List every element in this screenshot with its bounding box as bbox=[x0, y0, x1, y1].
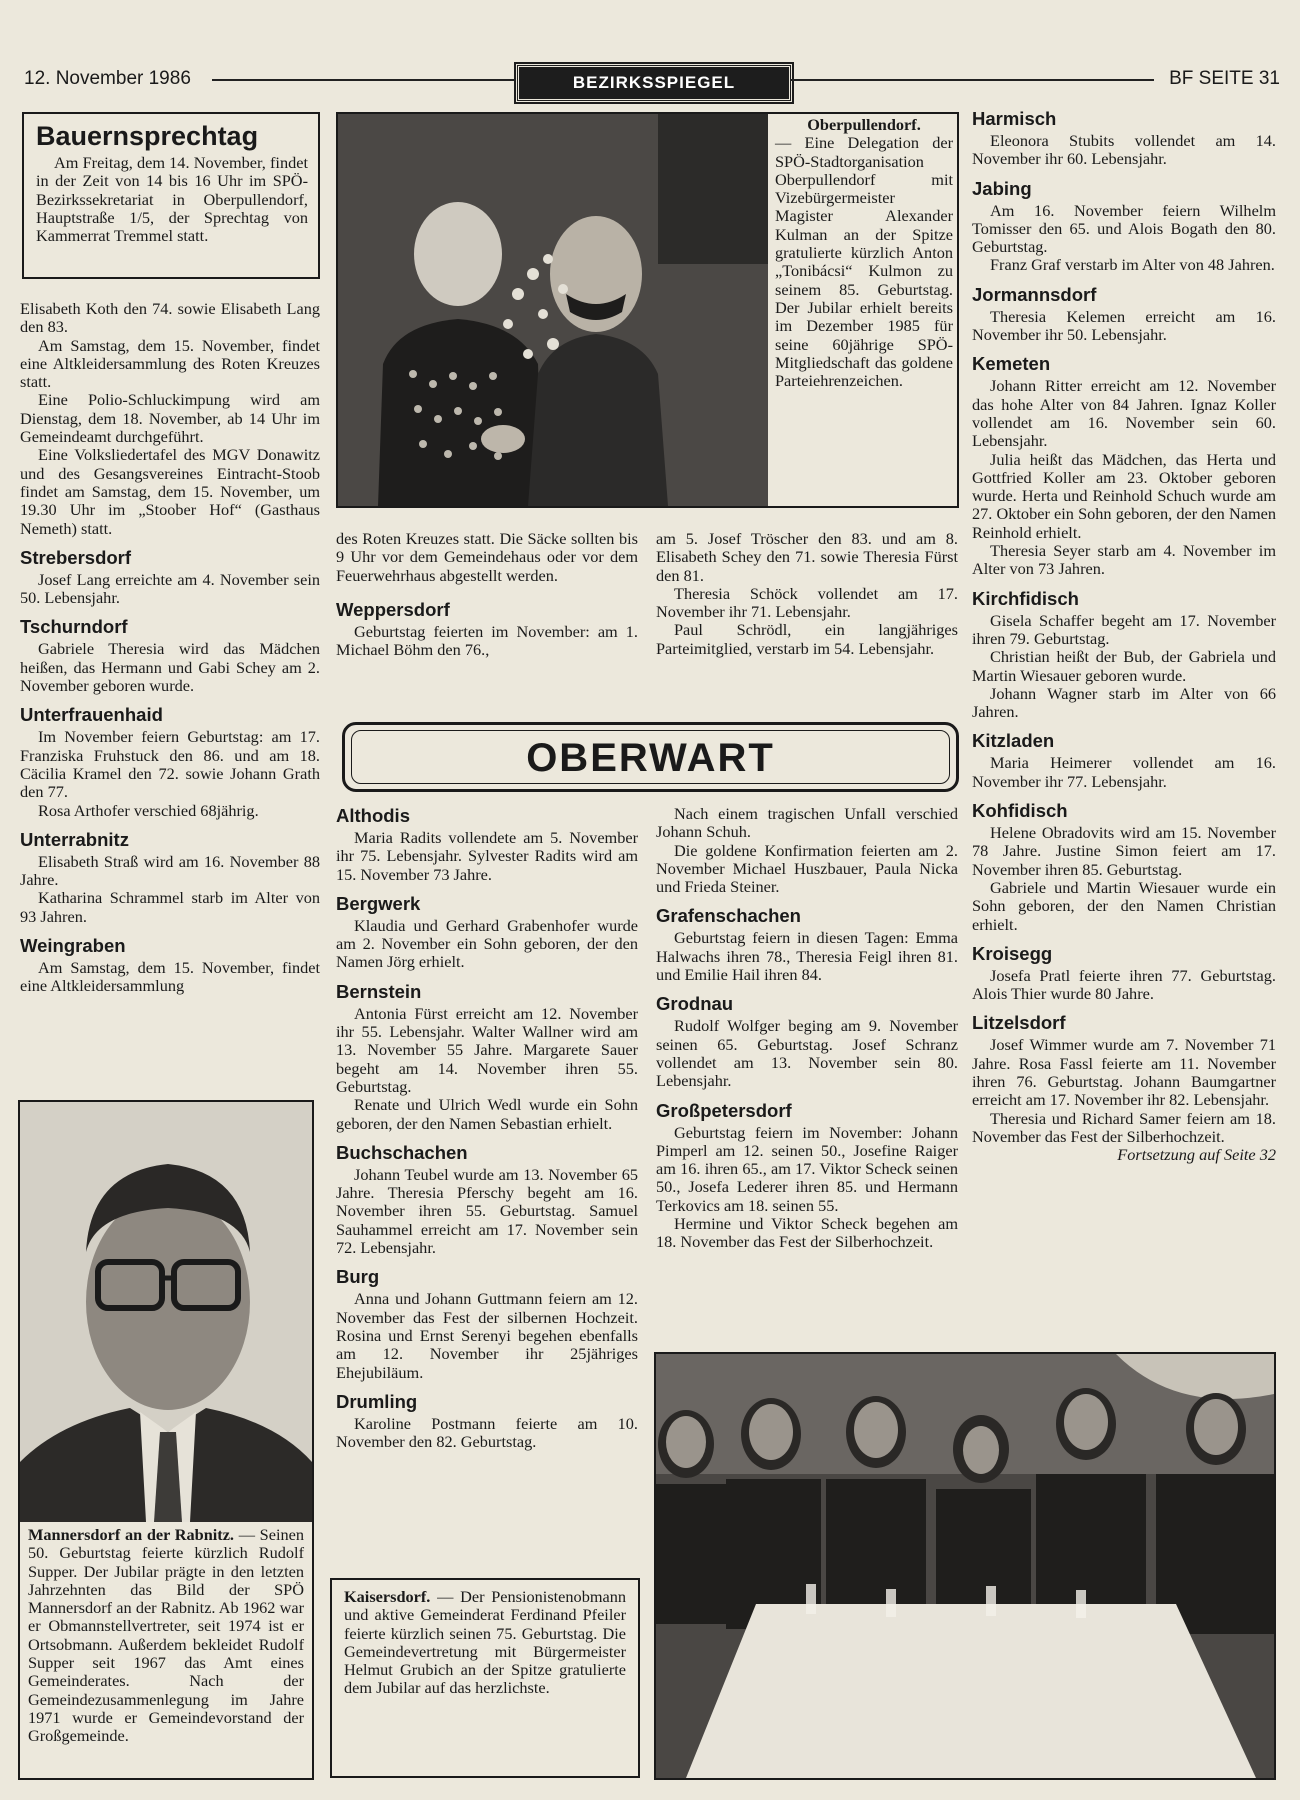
heading-kroisegg: Kroisegg bbox=[972, 942, 1053, 964]
text-buchschachen: Johann Teubel wurde am 13. November 65 Jahre. Theresia Pferschy begeht am 16. November ihren 55. Geburtstag. Samuel Sauhammel erreicht am 17. November sein 72. Lebensjahr. bbox=[336, 1164, 638, 1258]
photo-mannersdorf-caption bbox=[28, 1526, 304, 1746]
heading-jabing: Jabing bbox=[972, 177, 1032, 199]
heading-jormannsdorf: Jormannsdorf bbox=[972, 283, 1097, 305]
heading-bernstein: Bernstein bbox=[336, 980, 422, 1002]
continued-note: Fortsetzung auf Seite 32 bbox=[1117, 1145, 1276, 1165]
text-unterrabnitz-2: Katharina Schrammel starb im Alter von 93 Jahren. bbox=[20, 888, 320, 926]
heading-buchschachen: Buchschachen bbox=[336, 1141, 468, 1163]
heading-kohfidisch: Kohfidisch bbox=[972, 800, 1068, 822]
text-althodis: Maria Radits vollendete am 5. November ihr 75. Lebensjahr. Sylvester Radits wird am 15. November 73 Jahre. bbox=[336, 828, 638, 884]
col2-top-para-1: des Roten Kreuzes statt. Die Säcke sollten bis 9 Uhr vor dem Gemeindehaus oder vor dem Feuerwehrhaus abgestellt werden. bbox=[336, 529, 638, 585]
column-1 bbox=[20, 300, 320, 996]
text-weingraben: Am Samstag, dem 15. November, findet eine Altkleidersammlung bbox=[20, 958, 320, 996]
bauernsprechtag-title: Bauernsprechtag bbox=[36, 121, 259, 151]
section-title: BEZIRKSSPIEGEL bbox=[516, 64, 792, 102]
text-grosspetersdorf-2: Hermine und Viktor Scheck begehen am 18. November das Fest der Silberhochzeit. bbox=[656, 1214, 958, 1252]
text-tschurndorf: Gabriele Theresia wird das Mädchen heißen, das Hermann und Gabi Schey am 2. November geboren wurde. bbox=[20, 639, 320, 696]
text-drumling: Karoline Postmann feierte am 10. November den 82. Geburtstag. bbox=[336, 1413, 638, 1452]
heading-grosspetersdorf: Großpetersdorf bbox=[656, 1099, 792, 1121]
text-grosspetersdorf-1: Geburtstag feiern im November: Johann Pimperl am 12. seinen 50., Josefine Raiger am 16. ihren 65., am 17. Viktor Scheck seinen 50., Josefa Lederer ihren 85. und Hermann Terkovics am 18. seinen 55. bbox=[656, 1122, 958, 1215]
kaisersdorf-title: Kaisersdorf. bbox=[344, 1587, 431, 1606]
text-unterrabnitz-1: Elisabeth Straß wird am 16. November 88 Jahre. bbox=[20, 851, 320, 890]
caption-oberpullendorf-text: — Eine Delegation der SPÖ-Stadtorganisation Oberpullendorf mit Vizebürgermeister Magister Alexander Kulman an der Spitze gratulierte kürzlich Anton „Tonibácsi“ Kulmon zu seinem 85. Geburtstag. Der Jubilar erhielt bereits im Dezember 1985 für seine 60jährige SPÖ-Mitgliedschaft das goldene Parteiehrenzeichen. bbox=[775, 133, 953, 391]
text-bernstein-1: Antonia Fürst erreicht am 12. November ihr 55. Lebensjahr. Walter Wallner wird am 13. November 55 Jahre. Margarete Sauer begeht am 14. November ihren 55. Geburtstag. bbox=[336, 1003, 638, 1096]
heading-harmisch: Harmisch bbox=[972, 108, 1057, 129]
caption-mannersdorf-text: — Seinen 50. Geburtstag feierte kürzlich Rudolf Supper. Der Jubilar prägte in den letzten Jahrzehnten das Bild der SPÖ Mannersdorf an der Rabnitz. Ab 1962 war er Obmannstellvertreter, seit 1974 ist er Ortsobmann. Außerdem bekleidet Rudolf Supper seit 1967 das Amt eines Gemeinderates. Nach der Gemeindezusammenlegung im Jahre 1971 wurde er Gemeindevorstand der Großgemeinde. bbox=[28, 1525, 304, 1746]
heading-kemeten: Kemeten bbox=[972, 353, 1051, 375]
heading-strebersdorf: Strebersdorf bbox=[20, 546, 132, 568]
issue-date: 12. November 1986 bbox=[24, 68, 191, 89]
col3-top-para-1: am 5. Josef Tröscher den 83. und am 8. Elisabeth Schey den 71. sowie Theresia Fürst den 81. bbox=[656, 529, 958, 585]
text-unterfrauenhaid-2: Rosa Arthofer verschied 68jährig. bbox=[38, 800, 259, 820]
col1-para-1: Elisabeth Koth den 74. sowie Elisabeth Lang den 83. bbox=[20, 299, 320, 337]
column-3-top bbox=[656, 530, 958, 658]
photo-kaisersdorf bbox=[656, 1354, 1274, 1778]
col1-para-3: Eine Polio-Schluckimpung wird am Dienstag, dem 18. November, ab 14 Uhr im Gemeindeamt durchgeführt. bbox=[20, 390, 320, 447]
col1-para-2: Am Samstag, dem 15. November, findet eine Altkleidersammlung des Roten Kreuzes statt. bbox=[20, 335, 320, 392]
oberwart-banner bbox=[342, 722, 959, 792]
bauernsprechtag-box bbox=[22, 112, 320, 279]
heading-althodis: Althodis bbox=[336, 805, 410, 826]
heading-weppersdorf: Weppersdorf bbox=[336, 598, 450, 620]
photo-mannersdorf-frame bbox=[18, 1100, 314, 1780]
text-jabing-1: Am 16. November feiern Wilhelm Tomisser den 65. und Alois Bogath den 80. Geburtstag. bbox=[972, 200, 1276, 257]
col3-top-para-2: Theresia Schöck vollendet am 17. November ihr 71. Lebensjahr. bbox=[656, 583, 958, 622]
heading-burg: Burg bbox=[336, 1266, 380, 1288]
oberwart-banner-title: OBERWART bbox=[351, 730, 950, 784]
text-kemeten-1: Johann Ritter erreicht am 12. November das hohe Alter von 84 Jahren. Ignaz Koller vollendet am 16. November sein 60. Lebensjahr. bbox=[972, 376, 1276, 451]
column-3 bbox=[656, 805, 958, 1252]
col3-top-para-3: Paul Schrödl, ein langjähriges Parteimitglied, verstarb im 54. Lebensjahr. bbox=[656, 620, 958, 658]
photo-mannersdorf bbox=[20, 1102, 312, 1522]
photo-oberpullendorf-frame bbox=[336, 112, 959, 508]
text-strebersdorf: Josef Lang erreichte am 4. November sein 50. Lebensjahr. bbox=[20, 569, 320, 608]
photo-oberpullendorf bbox=[338, 114, 768, 506]
heading-drumling: Drumling bbox=[336, 1390, 418, 1412]
col1-para-4: Eine Volksliedertafel des MGV Donawitz und des Gesangsvereines Eintracht-Stoob findet am Samstag, dem 15. November, um 19.30 Uhr im „Stoober Hof“ (Gasthaus Nemeth) statt. bbox=[20, 445, 320, 538]
text-kohfidisch-2: Gabriele und Martin Wiesauer wurde ein Sohn geboren, der den Namen Christian erhielt. bbox=[972, 877, 1276, 934]
text-bergwerk: Klaudia und Gerhard Grabenhofer wurde am 2. November ein Sohn geboren, der den Namen Jörg erhielt. bbox=[336, 915, 638, 972]
text-jabing-2: Franz Graf verstarb im Alter von 48 Jahren. bbox=[990, 255, 1275, 275]
col3-para-2: Die goldene Konfirmation feierten am 2. November Michael Huszbauer, Paula Nicka und Frieda Steiner. bbox=[656, 840, 958, 897]
text-litzelsdorf-1: Josef Wimmer wurde am 7. November 71 Jahre. Rosa Fassl feierte am 11. November ihren 76. Geburtstag. Johann Baumgartner erreicht am 17. November ihr 82. Lebensjahr. bbox=[972, 1035, 1276, 1110]
kaisersdorf-box bbox=[330, 1578, 640, 1778]
heading-unterfrauenhaid: Unterfrauenhaid bbox=[20, 704, 163, 726]
text-harmisch: Eleonora Stubits vollendet am 14. November ihr 60. Lebensjahr. bbox=[972, 131, 1276, 169]
text-unterfrauenhaid-1: Im November feiern Geburtstag: am 17. Franziska Fruhstuck den 86. und am 18. Cäcilia Kramel den 72. sowie Johann Grath den 77. bbox=[20, 727, 320, 802]
heading-grafenschachen: Grafenschachen bbox=[656, 905, 801, 927]
column-2 bbox=[336, 805, 638, 1451]
text-grodnau: Rudolf Wolfger beging am 9. November seinen 65. Geburtstag. Josef Schranz vollendet am 13. November sein 80. Lebensjahr. bbox=[656, 1016, 958, 1091]
text-burg: Anna und Johann Guttmann feiern am 12. November das Fest der silbernen Hochzeit. Rosina und Ernst Serenyi begehen ebenfalls am 12. November ihr 25jähriges Ehejubiläum. bbox=[336, 1289, 638, 1382]
header-rule-right bbox=[790, 79, 1154, 81]
heading-grodnau: Grodnau bbox=[656, 993, 734, 1015]
text-kroisegg: Josefa Pratl feierte ihren 77. Geburtstag. Alois Thier wurde 80 Jahre. bbox=[972, 965, 1276, 1004]
heading-unterrabnitz: Unterrabnitz bbox=[20, 828, 129, 850]
photo-oberpullendorf-caption bbox=[775, 116, 953, 390]
text-kitzladen: Maria Heimerer vollendet am 16. November ihr 77. Lebensjahr. bbox=[972, 753, 1276, 791]
text-kirchfidisch-2: Christian heißt der Bub, der Gabriela und Martin Wiesauer geboren wurde. bbox=[972, 647, 1276, 685]
caption-oberpullendorf-title: Oberpullendorf. bbox=[807, 115, 921, 134]
column-4 bbox=[972, 108, 1276, 1164]
photo-kaisersdorf-frame bbox=[654, 1352, 1276, 1780]
text-jormannsdorf: Theresia Kelemen erreicht am 16. November ihr 50. Lebensjahr. bbox=[972, 306, 1276, 345]
col3-para-1: Nach einem tragischen Unfall verschied Johann Schuh. bbox=[656, 804, 958, 842]
text-kirchfidisch-3: Johann Wagner starb im Alter von 66 Jahren. bbox=[972, 683, 1276, 722]
text-bernstein-2: Renate und Ulrich Wedl wurde ein Sohn geboren, der den Namen Sebastian erhielt. bbox=[336, 1095, 638, 1133]
text-litzelsdorf-2: Theresia und Richard Samer feiern am 18. November das Fest der Silberhochzeit. bbox=[972, 1108, 1276, 1146]
text-kemeten-2: Julia heißt das Mädchen, das Herta und Gottfried Koller am 23. Oktober geboren wurde. Herta und Reinhold Schuch wurde am 27. Oktober ein Sohn geboren, der den Namen Reinhold erhielt. bbox=[972, 449, 1276, 542]
kaisersdorf-caption bbox=[344, 1588, 626, 1698]
heading-weingraben: Weingraben bbox=[20, 935, 126, 957]
header-rule-left bbox=[212, 79, 514, 81]
text-weppersdorf: Geburtstag feierten im November: am 1. Michael Böhm den 76., bbox=[336, 621, 638, 660]
kaisersdorf-text: — Der Pensionistenobmann und aktive Gemeinderat Ferdinand Pfeiler feierte kürzlich seinen 75. Geburtstag. Die Gemeindevertretung mit Bürgermeister Helmut Grubich an der Spitze gratulierte dem Jubilar auf das herzlichste. bbox=[344, 1587, 627, 1698]
page-number: BF SEITE 31 bbox=[1169, 68, 1280, 89]
column-2-top bbox=[336, 530, 638, 659]
heading-bergwerk: Bergwerk bbox=[336, 892, 421, 914]
heading-litzelsdorf: Litzelsdorf bbox=[972, 1012, 1066, 1034]
text-kirchfidisch-1: Gisela Schaffer begeht am 17. November ihren 79. Geburtstag. bbox=[972, 610, 1276, 648]
text-grafenschachen: Geburtstag feiern in diesen Tagen: Emma Halwachs ihren 78., Theresia Feigl ihren 81. und Emilie Hail ihren 84. bbox=[656, 928, 958, 985]
text-kemeten-3: Theresia Seyer starb am 4. November im Alter von 73 Jahren. bbox=[972, 541, 1276, 579]
heading-kirchfidisch: Kirchfidisch bbox=[972, 587, 1079, 609]
heading-kitzladen: Kitzladen bbox=[972, 730, 1055, 752]
caption-mannersdorf-title: Mannersdorf an der Rabnitz. bbox=[28, 1525, 234, 1544]
heading-tschurndorf: Tschurndorf bbox=[20, 616, 128, 638]
text-kohfidisch-1: Helene Obradovits wird am 15. November 78 Jahre. Justine Simon feiert am 17. November ihren 85. Geburtstag. bbox=[972, 823, 1276, 879]
bauernsprechtag-text: Am Freitag, dem 14. November, findet in der Zeit von 14 bis 16 Uhr im SPÖ-Bezirkssekretariat in Oberpullendorf, Hauptstraße 1/5, der Sprechtag von Kammerrat Tremmel statt. bbox=[36, 153, 308, 246]
